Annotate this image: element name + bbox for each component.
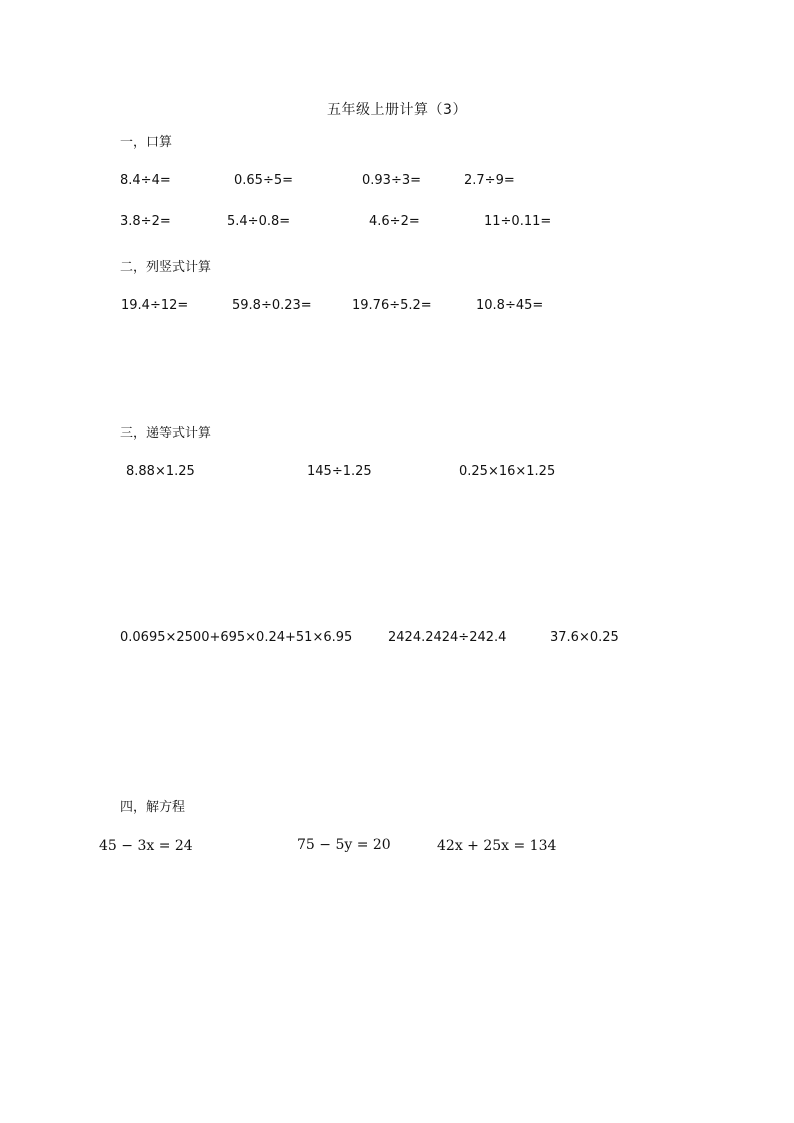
oral-problem: 0.65÷5= — [234, 173, 294, 188]
oral-problem: 0.93÷3= — [362, 173, 422, 188]
step-problem: 0.25×16×1.25 — [459, 464, 556, 479]
oral-problem: 8.4÷4= — [120, 173, 171, 188]
step-problem: 8.88×1.25 — [126, 464, 195, 479]
vertical-problem: 10.8÷45= — [476, 298, 544, 313]
section-heading-vertical-calculation: 二，列竖式计算 — [120, 260, 212, 275]
oral-problem: 4.6÷2= — [369, 214, 420, 229]
page-title: 五年级上册计算（3） — [327, 102, 467, 118]
oral-problem: 5.4÷0.8= — [227, 214, 291, 229]
oral-problem: 3.8÷2= — [120, 214, 171, 229]
step-problem: 37.6×0.25 — [550, 630, 619, 645]
equation: 75 − 5y = 20 — [297, 837, 391, 853]
step-problem: 2424.2424÷242.4 — [388, 630, 507, 645]
oral-problem: 11÷0.11= — [484, 214, 552, 229]
section-heading-step-calculation: 三，递等式计算 — [120, 426, 212, 441]
equation: 42x + 25x = 134 — [437, 838, 557, 854]
section-heading-solve-equations: 四，解方程 — [120, 800, 186, 815]
step-problem: 145÷1.25 — [307, 464, 372, 479]
vertical-problem: 19.4÷12= — [121, 298, 189, 313]
oral-problem: 2.7÷9= — [464, 173, 515, 188]
vertical-problem: 19.76÷5.2= — [352, 298, 432, 313]
section-heading-oral-calculation: 一，口算 — [120, 135, 173, 150]
equation: 45 − 3x = 24 — [99, 838, 193, 854]
vertical-problem: 59.8÷0.23= — [232, 298, 312, 313]
step-problem: 0.0695×2500+695×0.24+51×6.95 — [120, 630, 353, 645]
